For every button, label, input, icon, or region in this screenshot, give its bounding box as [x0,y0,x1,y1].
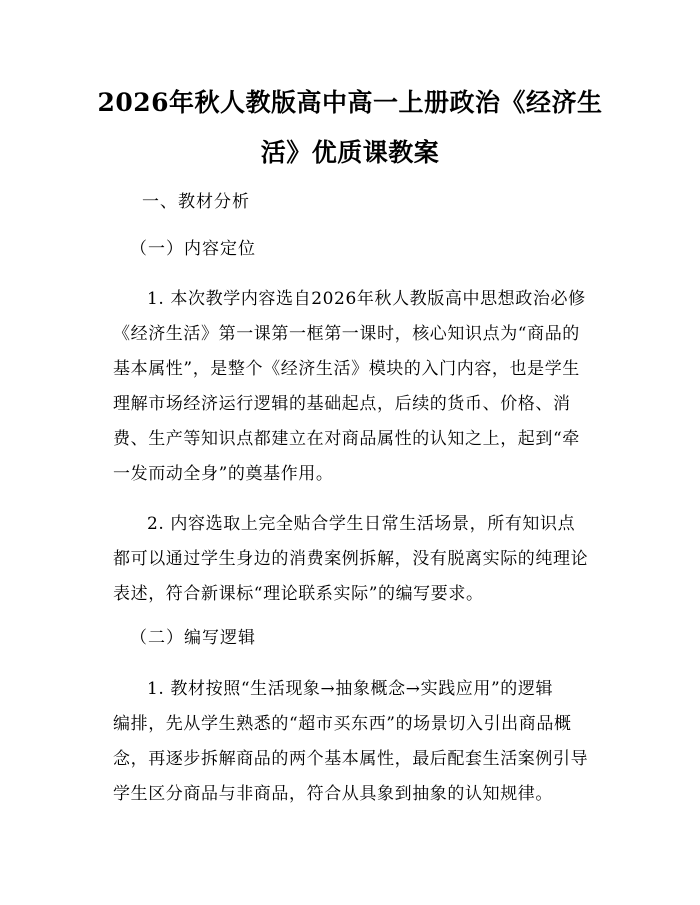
section-heading-textbook-analysis: 一、教材分析 [142,192,250,212]
document-title-line-2: 活》优质课教案 [260,138,440,167]
paragraph-line: 2. 内容选取上完全贴合学生日常生活场景，所有知识点 [147,514,576,534]
document-title-line-1: 2026年秋人教版高中高一上册政治《经济生 [97,88,603,117]
paragraph-line: 《经济生活》第一课第一框第一课时，核心知识点为“商品的 [113,324,580,344]
paragraph-line: 学生区分商品与非商品，符合从具象到抽象的认知规律。 [113,784,553,804]
paragraph-writing-logic-1 [113,672,597,812]
paragraph-content-positioning-1 [113,282,597,492]
paragraph-line: 表述，符合新课标“理论联系实际”的编写要求。 [113,584,484,604]
paragraph-content-positioning-2 [113,507,597,612]
paragraph-line: 1. 教材按照“生活现象→抽象概念→实践应用”的逻辑 [147,679,554,699]
paragraph-line: 费、生产等知识点都建立在对商品属性的认知之上，起到“牵 [113,429,580,449]
subsection-heading-content-positioning: （一）内容定位 [130,239,256,259]
paragraph-line: 基本属性”，是整个《经济生活》模块的入门内容，也是学生 [113,359,580,379]
paragraph-line: 都可以通过学生身边的消费案例拆解，没有脱离实际的纯理论 [113,549,589,569]
paragraph-line: 一发而动全身”的奠基作用。 [113,464,334,484]
subsection-heading-writing-logic: （二）编写逻辑 [130,628,256,648]
paragraph-line: 编排，先从学生熟悉的“超市买东西”的场景切入引出商品概 [113,714,572,734]
paragraph-line: 理解市场经济运行逻辑的基础起点，后续的货币、价格、消 [113,394,571,414]
paragraph-line: 1. 本次教学内容选自2026年秋人教版高中思想政治必修 [147,289,586,309]
paragraph-line: 念，再逐步拆解商品的两个基本属性，最后配套生活案例引导 [113,749,589,769]
